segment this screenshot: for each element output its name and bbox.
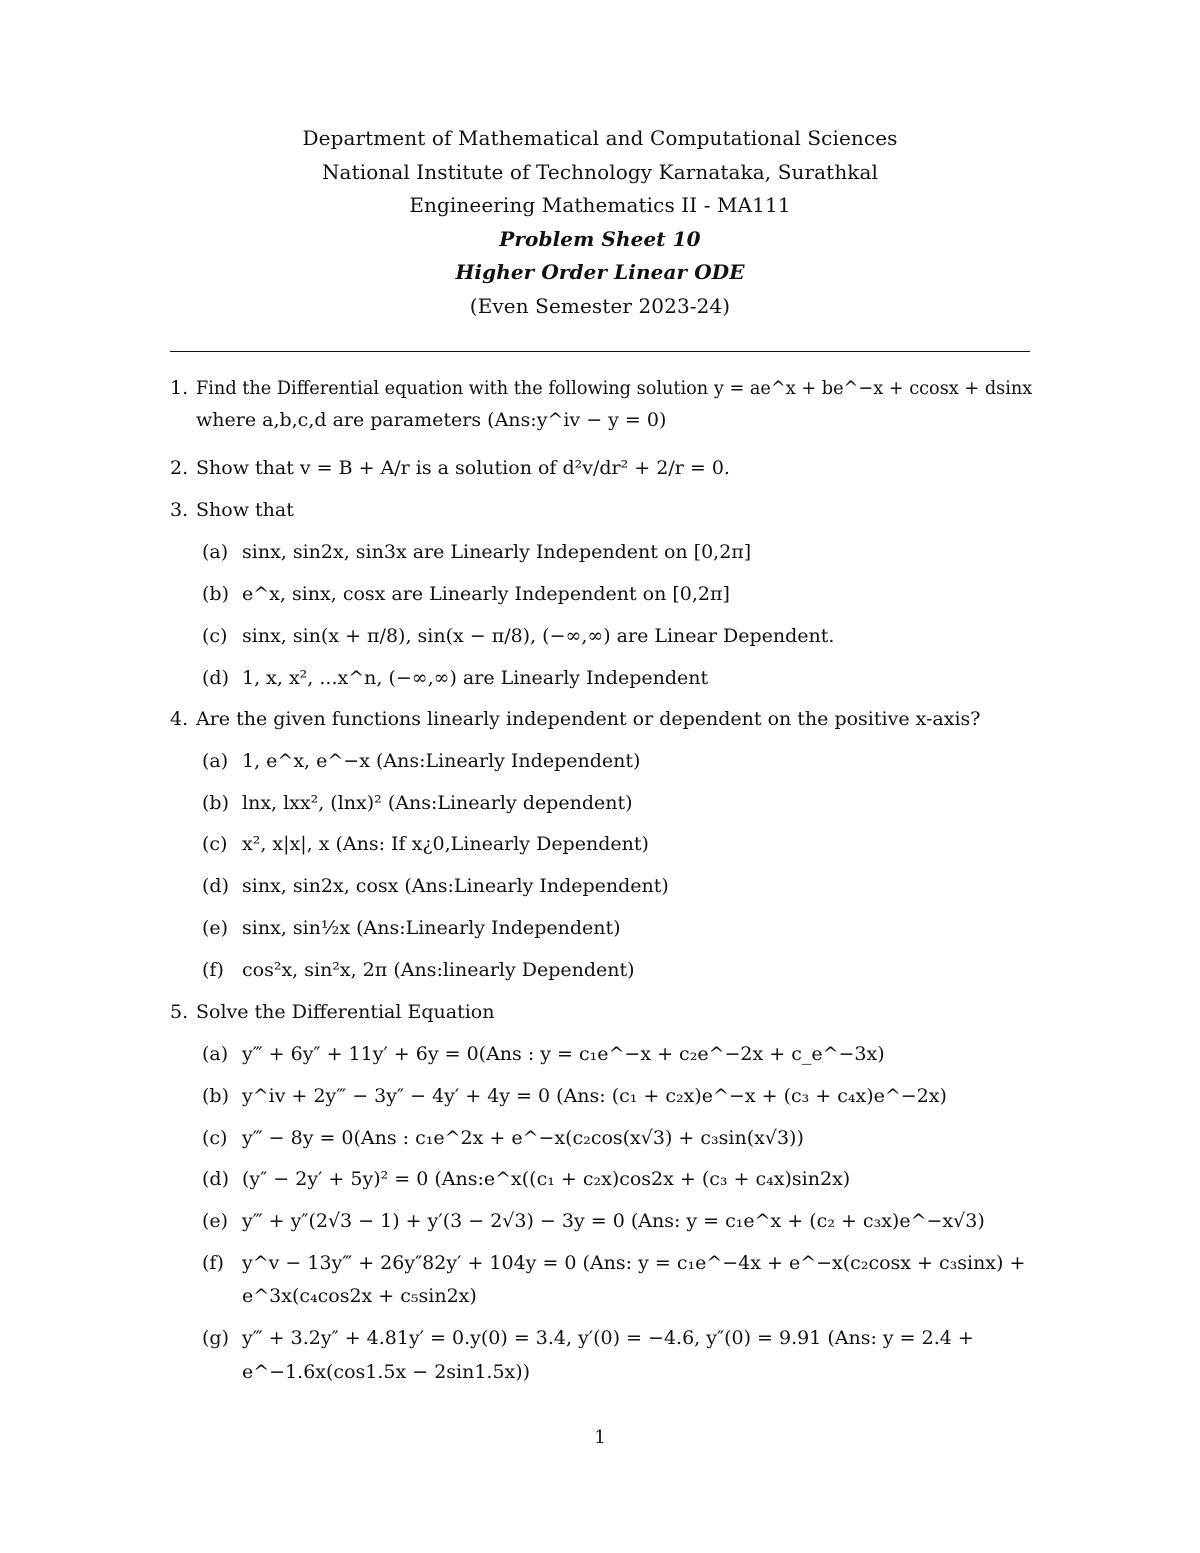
subproblem-label: (d): [202, 667, 229, 689]
subproblem-label: (f): [202, 1252, 224, 1274]
problem-number: 4.: [170, 708, 189, 730]
problem-number: 3.: [170, 499, 189, 521]
problem-text: Are the given functions linearly independent or dependent on the positive x-axis?: [196, 708, 981, 730]
problem-number: 5.: [170, 1001, 189, 1023]
problem-number: 1.: [170, 377, 189, 399]
subproblem-text: 1, x, x², ...x^n, (−∞,∞) are Linearly Independent: [242, 667, 709, 689]
subproblem-label: (b): [202, 792, 229, 814]
subproblem-text: sinx, sin2x, sin3x are Linearly Independent on [0,2π]: [242, 541, 752, 563]
subproblem-text: e^−1.6x(cos1.5x − 2sin1.5x)): [242, 1361, 531, 1383]
subproblem-label: (a): [202, 1043, 229, 1065]
subproblem-label: (a): [202, 750, 229, 772]
subproblem-label: (c): [202, 833, 228, 855]
problem-text: Show that v = B + A/r is a solution of d²v/dr² + 2/r = 0.: [196, 457, 730, 479]
sheet-title: Problem Sheet 10: [499, 226, 701, 251]
document-header: [0, 122, 1200, 323]
subproblem-label: (g): [202, 1327, 229, 1349]
problem-text: Solve the Differential Equation: [196, 1001, 495, 1023]
subproblem-label: (e): [202, 917, 229, 939]
subproblem-label: (d): [202, 1168, 229, 1190]
subproblem-text: y^v − 13y‴ + 26y″82y′ + 104y = 0 (Ans: y = c₁e^−4x + e^−x(c₂cosx + c₃sinx) +: [242, 1252, 1026, 1274]
subproblem-label: (e): [202, 1210, 229, 1232]
department-line: Department of Mathematical and Computational Sciences: [302, 126, 898, 150]
subproblem-label: (a): [202, 541, 229, 563]
subproblem-label: (b): [202, 583, 229, 605]
subproblem-text: y^iv + 2y‴ − 3y″ − 4y′ + 4y = 0 (Ans: (c₁ + c₂x)e^−x + (c₃ + c₄x)e^−2x): [242, 1085, 947, 1107]
subproblem-text: e^x, sinx, cosx are Linearly Independent on [0,2π]: [242, 583, 730, 605]
subproblem-text: sinx, sin½x (Ans:Linearly Independent): [242, 917, 621, 939]
course-line: Engineering Mathematics II - MA111: [409, 193, 791, 217]
institute-line: National Institute of Technology Karnataka, Surathkal: [321, 159, 879, 184]
subproblem-label: (c): [202, 1127, 228, 1149]
subproblem-label: (f): [202, 959, 224, 981]
subproblem-text: y‴ + y″(2√3 − 1) + y′(3 − 2√3) − 3y = 0 (Ans: y = c₁e^x + (c₂ + c₃x)e^−x√3): [242, 1210, 985, 1232]
header-divider: [170, 351, 1030, 352]
page-number: 1: [594, 1427, 606, 1448]
problem-text: Show that: [196, 499, 294, 521]
semester-line: (Even Semester 2023-24): [469, 293, 731, 318]
subproblem-text: 1, e^x, e^−x (Ans:Linearly Independent): [242, 750, 641, 772]
subproblem-text: sinx, sin2x, cosx (Ans:Linearly Independent): [242, 875, 669, 897]
subproblem-text: y‴ − 8y = 0(Ans : c₁e^2x + e^−x(c₂cos(x√3) + c₃sin(x√3)): [242, 1127, 804, 1149]
subproblem-text: sinx, sin(x + π/8), sin(x − π/8), (−∞,∞) are Linear Dependent.: [242, 625, 835, 647]
subproblem-text: lnx, lxx², (lnx)² (Ans:Linearly dependent): [242, 792, 633, 814]
subproblem-text: cos²x, sin²x, 2π (Ans:linearly Dependent): [242, 959, 635, 981]
subproblem-label: (b): [202, 1085, 229, 1107]
subproblem-text: x², x|x|, x (Ans: If x¿0,Linearly Dependent): [242, 833, 649, 855]
subproblem-text: (y″ − 2y′ + 5y)² = 0 (Ans:e^x((c₁ + c₂x)cos2x + (c₃ + c₄x)sin2x): [242, 1168, 851, 1190]
subproblem-text: e^3x(c₄cos2x + c₅sin2x): [242, 1285, 477, 1307]
subproblem-label: (c): [202, 625, 228, 647]
subproblem-text: y‴ + 3.2y″ + 4.81y′ = 0.y(0) = 3.4, y′(0) = −4.6, y″(0) = 9.91 (Ans: y = 2.4 +: [242, 1327, 974, 1349]
problem-text: where a,b,c,d are parameters (Ans:y^iv − y = 0): [196, 409, 667, 431]
subproblem-label: (d): [202, 875, 229, 897]
subproblem-text: y‴ + 6y″ + 11y′ + 6y = 0(Ans : y = c₁e^−x + c₂e^−2x + c_e^−3x): [242, 1043, 885, 1065]
problem-text: Find the Differential equation with the following solution y = ae^x + be^−x + ccosx + dsinx: [196, 377, 1033, 399]
problem-number: 2.: [170, 457, 189, 479]
sheet-topic: Higher Order Linear ODE: [455, 260, 745, 284]
